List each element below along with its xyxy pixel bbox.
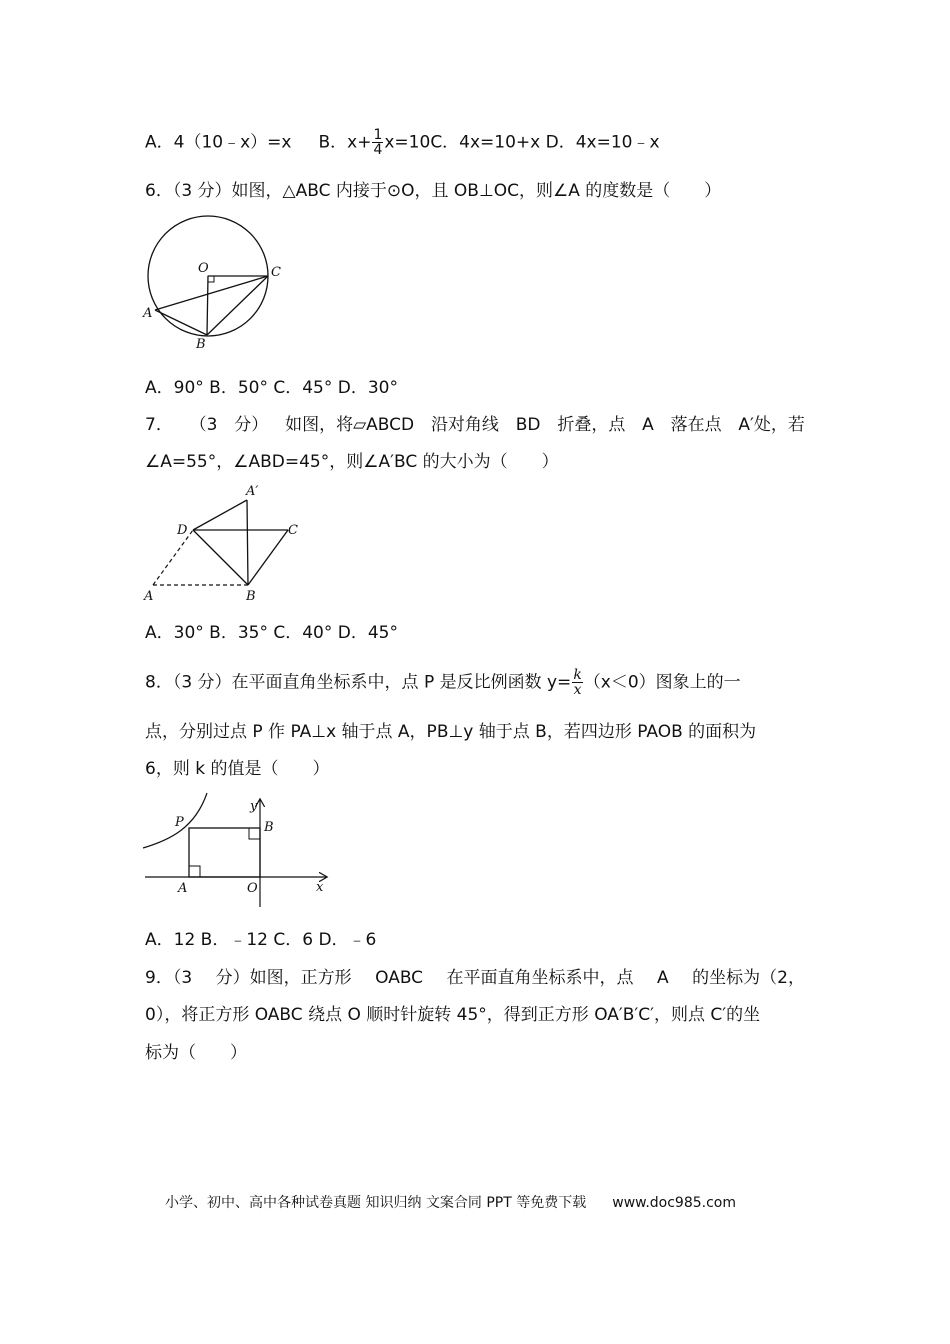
q7-dashed-ad	[153, 530, 193, 585]
page-footer	[165, 1192, 736, 1212]
q8-label-o: O	[247, 881, 258, 896]
q5-option-a: A．4（10﹣x）=x	[145, 132, 292, 153]
q9-stem-line2: 0），将正方形 OABC 绕点 O 顺时针旋转 45°，得到正方形 OA′B′C′，则点 C′的坐	[145, 1005, 761, 1025]
q7-segment-a1b	[247, 500, 248, 585]
q7-token: 7．	[145, 415, 173, 435]
q8-options: A．12 B．﹣12 C．6 D．﹣6	[145, 930, 377, 950]
q9-token: A	[657, 968, 669, 988]
q8-label-x: x	[316, 880, 324, 895]
q7-label-d: D	[177, 523, 188, 538]
q8-fraction-denominator: x	[573, 682, 582, 698]
q9-token: 9．（3	[145, 968, 193, 988]
q8-stem-line3: 6，则 k 的值是（ ）	[145, 759, 330, 779]
q7-token: BD	[515, 415, 541, 435]
q7-token: A	[642, 415, 654, 435]
q6-label-b: B	[196, 337, 206, 352]
q7-token: 沿对角线	[430, 415, 499, 435]
q9-stem-line3: 标为（ ）	[145, 1043, 247, 1063]
q8-fraction	[572, 668, 582, 697]
q6-stem: 6．（3 分）如图，△ABC 内接于⊙O，且 OB⊥OC，则∠A 的度数是（ ）	[145, 181, 722, 201]
q6-options: A．90° B．50° C．45° D．30°	[145, 378, 398, 398]
q5-option-b-suffix: x=10	[384, 132, 431, 153]
q8-label-a: A	[178, 881, 188, 896]
q7-stem-line1	[145, 414, 805, 436]
q7-segment-db	[193, 530, 248, 585]
q7-label-a-prime: A′	[246, 484, 259, 499]
q7-fold-figure	[140, 480, 320, 610]
q8-stem-line1	[145, 668, 741, 697]
q6-segment-ob	[207, 276, 208, 335]
q7-token: （3	[189, 415, 218, 435]
q5-fraction	[372, 128, 383, 157]
q7-options: A．30° B．35° C．40° D．45°	[145, 623, 398, 643]
q8-coordinate-figure	[140, 788, 340, 913]
footer-url: www.doc985.com	[612, 1195, 736, 1211]
footer-text: 小学、初中、高中各种试卷真题 知识归纳 文案合同 PPT 等免费下载	[165, 1195, 587, 1211]
q7-segment-cb	[248, 530, 288, 585]
q9-token: OABC	[375, 968, 424, 988]
q5-option-c: C．4x=10+x	[430, 132, 541, 153]
q5-option-b-prefix: B．x+	[318, 132, 372, 153]
q7-token: 落在点	[670, 415, 722, 435]
q5-fraction-denominator: 4	[373, 142, 383, 158]
q8-fraction-numerator: k	[573, 667, 582, 683]
q7-stem-line2: ∠A=55°，∠ABD=45°，则∠A′BC 的大小为（ ）	[145, 452, 559, 472]
q8-right-angle-mark-b	[249, 828, 260, 839]
q6-right-angle-mark	[208, 276, 214, 282]
q8-stem-prefix: 8．（3 分）在平面直角坐标系中，点 P 是反比例函数 y=	[145, 672, 572, 693]
q5-fraction-numerator: 1	[373, 127, 383, 143]
q9-token: 在平面直角坐标系中，点	[446, 968, 634, 988]
q7-token: 折叠，点	[557, 415, 626, 435]
q8-label-y: y	[250, 799, 258, 814]
q8-label-p: P	[175, 815, 184, 830]
q7-segment-da1	[193, 500, 247, 530]
q6-segment-ab	[155, 310, 207, 335]
q8-label-b: B	[264, 820, 274, 835]
q7-label-a: A	[144, 589, 154, 604]
q7-token: A′处，若	[738, 415, 805, 435]
q8-right-angle-mark-a	[189, 866, 200, 877]
q8-stem-line2: 点，分别过点 P 作 PA⊥x 轴于点 A，PB⊥y 轴于点 B，若四边形 PAOB 的面积为	[145, 722, 757, 742]
q6-label-c: C	[271, 265, 281, 280]
q5-options	[145, 128, 660, 157]
q6-circle-figure	[140, 208, 300, 358]
q6-label-a: A	[143, 306, 153, 321]
q7-token: 如图，将▱ABCD	[285, 415, 415, 435]
q8-stem-suffix: （x＜0）图象上的一	[583, 672, 741, 693]
q9-stem-line1	[145, 967, 805, 989]
q5-option-d: D．4x=10﹣x	[545, 132, 660, 153]
q7-token: 分）	[234, 415, 269, 435]
q9-token: 的坐标为（2，	[692, 968, 805, 988]
q9-token: 分）如图，正方形	[215, 968, 352, 988]
q7-label-b: B	[246, 589, 256, 604]
q6-label-o: O	[198, 261, 209, 276]
q7-label-c: C	[288, 523, 298, 538]
